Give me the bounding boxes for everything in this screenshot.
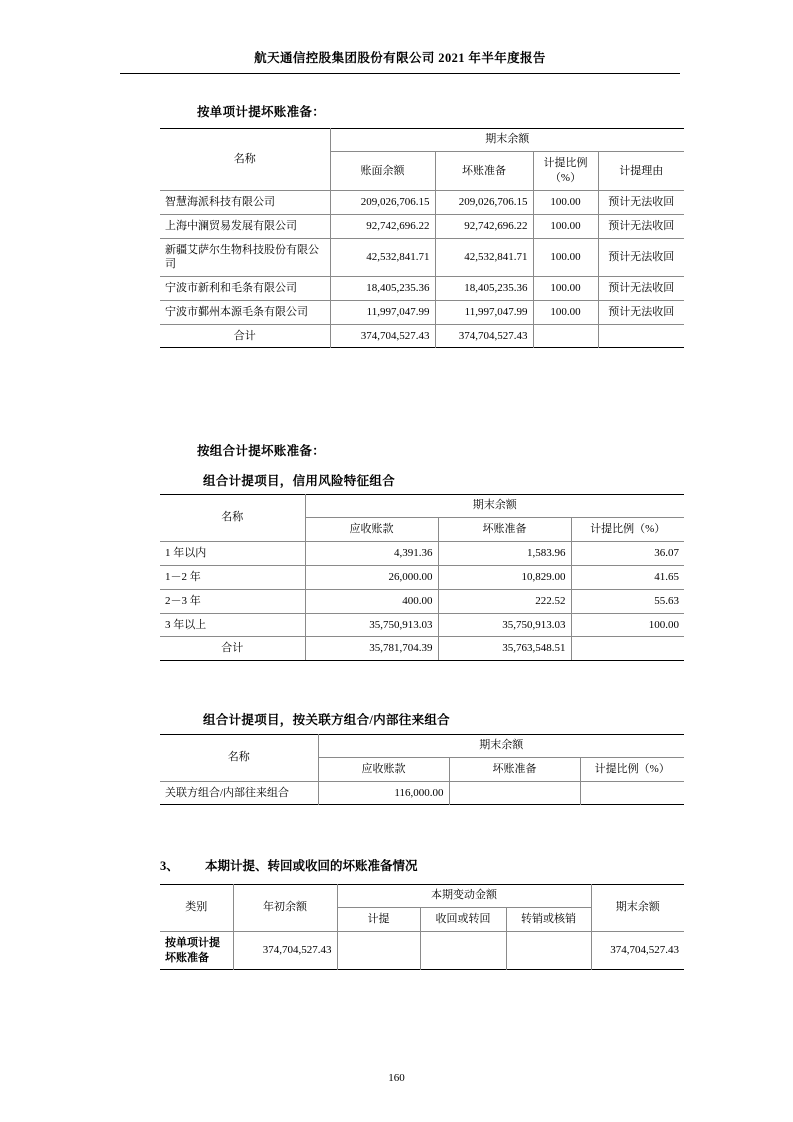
- cell-provision: [337, 932, 420, 970]
- cell-ratio: 100.00: [533, 214, 598, 238]
- section-2-subtitle: 组合计提项目，信用风险特征组合: [203, 474, 396, 488]
- cell-total-ratio: [533, 324, 598, 347]
- related-party-portfolio-table: [160, 734, 684, 805]
- col-ratio: 计提比例（%）: [533, 152, 598, 191]
- table-row: [160, 277, 684, 301]
- col-end-balance: 期末余额: [591, 884, 684, 931]
- col-ratio: 计提比例（%）: [580, 758, 684, 782]
- cell-total-bad: 35,763,548.51: [438, 637, 571, 660]
- cell-written-off: [506, 932, 591, 970]
- cell-receivable: 4,391.36: [305, 542, 438, 566]
- cell-receivable: 35,750,913.03: [305, 613, 438, 637]
- table-row: [160, 613, 684, 637]
- cell-reason: 预计无法收回: [598, 301, 684, 325]
- cell-total-reason: [598, 324, 684, 347]
- cell-name: 1－2 年: [160, 565, 305, 589]
- cell-book: 209,026,706.15: [330, 190, 435, 214]
- cell-bad: [449, 782, 580, 805]
- cell-book: 92,742,696.22: [330, 214, 435, 238]
- col-reason: 计提理由: [598, 152, 684, 191]
- table-header-row: [160, 734, 684, 757]
- col-receivable: 应收账款: [318, 758, 449, 782]
- col-name: 名称: [160, 494, 305, 541]
- cell-begin-balance: 374,704,527.43: [233, 932, 337, 970]
- cell-ratio: 100.00: [571, 613, 684, 637]
- cell-ratio: [580, 782, 684, 805]
- cell-bad: 10,829.00: [438, 565, 571, 589]
- section-4-number: 3、: [160, 859, 179, 873]
- cell-name: 宁波市新利和毛条有限公司: [160, 277, 330, 301]
- table-row: [160, 782, 684, 805]
- section-2-title: 按组合计提坏账准备：: [197, 444, 326, 458]
- section-3-table-wrap: [160, 734, 684, 805]
- cell-ratio: 100.00: [533, 190, 598, 214]
- cell-reason: 预计无法收回: [598, 277, 684, 301]
- table-row: [160, 238, 684, 277]
- cell-bad: 35,750,913.03: [438, 613, 571, 637]
- cell-bad: 11,997,047.99: [435, 301, 533, 325]
- cell-end-balance: 374,704,527.43: [591, 932, 684, 970]
- single-item-provision-table: [160, 128, 684, 347]
- col-bad-debt: 坏账准备: [438, 518, 571, 542]
- cell-total-ratio: [571, 637, 684, 660]
- cell-book: 18,405,235.36: [330, 277, 435, 301]
- cell-name: 宁波市鄞州本源毛条有限公司: [160, 301, 330, 325]
- cell-bad: 209,026,706.15: [435, 190, 533, 214]
- cell-reason: 预计无法收回: [598, 190, 684, 214]
- page-number: 160: [388, 1072, 405, 1084]
- table-row: [160, 565, 684, 589]
- col-written-off: 转销或核销: [506, 908, 591, 932]
- col-bad-debt: 坏账准备: [435, 152, 533, 191]
- col-group-end-balance: 期末余额: [330, 128, 684, 151]
- cell-receivable: 26,000.00: [305, 565, 438, 589]
- cell-name: 1 年以内: [160, 542, 305, 566]
- section-1-table-wrap: [160, 128, 684, 348]
- cell-receivable: 116,000.00: [318, 782, 449, 805]
- section-4-title: 本期计提、转回或收回的坏账准备情况: [205, 859, 418, 873]
- cell-ratio: 100.00: [533, 301, 598, 325]
- bad-debt-movement-table: [160, 884, 684, 969]
- cell-total-label: 合计: [160, 637, 305, 660]
- cell-total-bad: 374,704,527.43: [435, 324, 533, 347]
- cell-name: 3 年以上: [160, 613, 305, 637]
- cell-name: 上海中澜贸易发展有限公司: [160, 214, 330, 238]
- cell-bad: 92,742,696.22: [435, 214, 533, 238]
- table-header-row: [160, 494, 684, 517]
- cell-name: 新疆艾萨尔生物科技股份有限公司: [160, 238, 330, 277]
- cell-total-receivable: 35,781,704.39: [305, 637, 438, 660]
- table-header-row: [160, 128, 684, 151]
- cell-ratio: 36.07: [571, 542, 684, 566]
- table-total-row: [160, 324, 684, 347]
- portfolio-credit-risk-table: [160, 494, 684, 660]
- col-group-end-balance: 期末余额: [318, 734, 684, 757]
- section-2-table-wrap: [160, 494, 684, 661]
- cell-reason: 预计无法收回: [598, 214, 684, 238]
- cell-ratio: 100.00: [533, 277, 598, 301]
- col-provision: 计提: [337, 908, 420, 932]
- cell-bad: 42,532,841.71: [435, 238, 533, 277]
- col-name: 名称: [160, 128, 330, 190]
- col-bad-debt: 坏账准备: [449, 758, 580, 782]
- table-header-row: [160, 884, 684, 907]
- page-header: 航天通信控股集团股份有限公司 2021 年半年度报告: [254, 51, 546, 65]
- col-book-balance: 账面余额: [330, 152, 435, 191]
- col-recovered: 收回或转回: [420, 908, 506, 932]
- cell-ratio: 55.63: [571, 589, 684, 613]
- section-3-subtitle: 组合计提项目，按关联方组合/内部往来组合: [203, 713, 450, 727]
- cell-name: 智慧海派科技有限公司: [160, 190, 330, 214]
- table-row: [160, 214, 684, 238]
- cell-bad: 1,583.96: [438, 542, 571, 566]
- cell-total-book: 374,704,527.43: [330, 324, 435, 347]
- table-total-row: [160, 637, 684, 660]
- cell-book: 11,997,047.99: [330, 301, 435, 325]
- cell-ratio: 41.65: [571, 565, 684, 589]
- header-divider: [120, 73, 680, 74]
- cell-name: 2－3 年: [160, 589, 305, 613]
- col-begin-balance: 年初余额: [233, 884, 337, 931]
- cell-bad: 222.52: [438, 589, 571, 613]
- col-ratio: 计提比例（%）: [571, 518, 684, 542]
- section-1-title: 按单项计提坏账准备：: [197, 105, 326, 119]
- section-4-table-wrap: [160, 884, 684, 970]
- cell-recovered: [420, 932, 506, 970]
- col-group-period-change: 本期变动金额: [337, 884, 591, 907]
- cell-category: 按单项计提坏账准备: [160, 932, 233, 970]
- col-name: 名称: [160, 734, 318, 781]
- cell-total-label: 合计: [160, 324, 330, 347]
- table-row: [160, 542, 684, 566]
- table-row: [160, 589, 684, 613]
- table-row: [160, 301, 684, 325]
- col-group-end-balance: 期末余额: [305, 494, 684, 517]
- cell-reason: 预计无法收回: [598, 238, 684, 277]
- col-category: 类别: [160, 884, 233, 931]
- cell-book: 42,532,841.71: [330, 238, 435, 277]
- cell-bad: 18,405,235.36: [435, 277, 533, 301]
- cell-receivable: 400.00: [305, 589, 438, 613]
- cell-name: 关联方组合/内部往来组合: [160, 782, 318, 805]
- col-receivable: 应收账款: [305, 518, 438, 542]
- cell-ratio: 100.00: [533, 238, 598, 277]
- table-row: [160, 932, 684, 970]
- table-row: [160, 190, 684, 214]
